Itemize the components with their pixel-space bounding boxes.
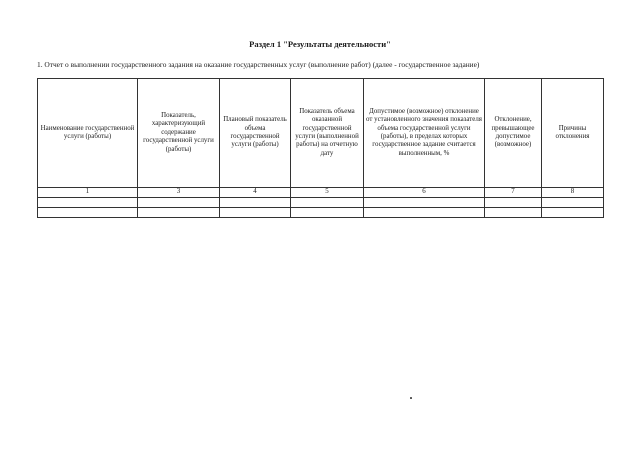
report-table (37, 78, 604, 218)
table-cell (291, 208, 364, 218)
table-cell (220, 208, 291, 218)
table-cell (485, 208, 542, 218)
table-cell (364, 198, 485, 208)
column-number: 1 (38, 188, 138, 198)
column-number: 3 (138, 188, 220, 198)
header-excess-deviation: Отклонение, превышающее допустимое (возможное) (485, 79, 542, 188)
table-cell (291, 198, 364, 208)
table-row (38, 208, 604, 218)
column-number: 6 (364, 188, 485, 198)
table-cell (485, 198, 542, 208)
scan-speck (410, 397, 412, 399)
table-header-row (38, 79, 604, 188)
table-cell (220, 198, 291, 208)
column-number: 4 (220, 188, 291, 198)
table-cell (138, 198, 220, 208)
section-title: Раздел 1 "Результаты деятельности" (249, 39, 391, 49)
report-title: 1. Отчет о выполнении государственного задания на оказание государственных услуг (выполнение работ) (далее - государственное задание) (37, 60, 480, 69)
column-number: 7 (485, 188, 542, 198)
column-number-row (38, 188, 604, 198)
header-service-name: Наименование государственной услуги (работы) (38, 79, 138, 188)
header-actual-volume: Показатель объема оказанной государственной услуги (выполненной работы) на отчетную дату (291, 79, 364, 188)
header-deviation-reasons: Причины отклонения (542, 79, 604, 188)
table-cell (542, 208, 604, 218)
header-allowed-deviation: Допустимое (возможное) отклонение от установленного значения показателя объема государственной услуги (работы), в пределах которых государственное задание считается выполненным, % (364, 79, 485, 188)
table-cell (542, 198, 604, 208)
table-cell (38, 198, 138, 208)
column-number: 8 (542, 188, 604, 198)
header-content-indicator: Показатель, характеризующий содержание государственной услуги (работы) (138, 79, 220, 188)
table-row (38, 198, 604, 208)
table-cell (138, 208, 220, 218)
table-cell (364, 208, 485, 218)
table-cell (38, 208, 138, 218)
header-planned-volume: Плановый показатель объема государственной услуги (работы) (220, 79, 291, 188)
column-number: 5 (291, 188, 364, 198)
